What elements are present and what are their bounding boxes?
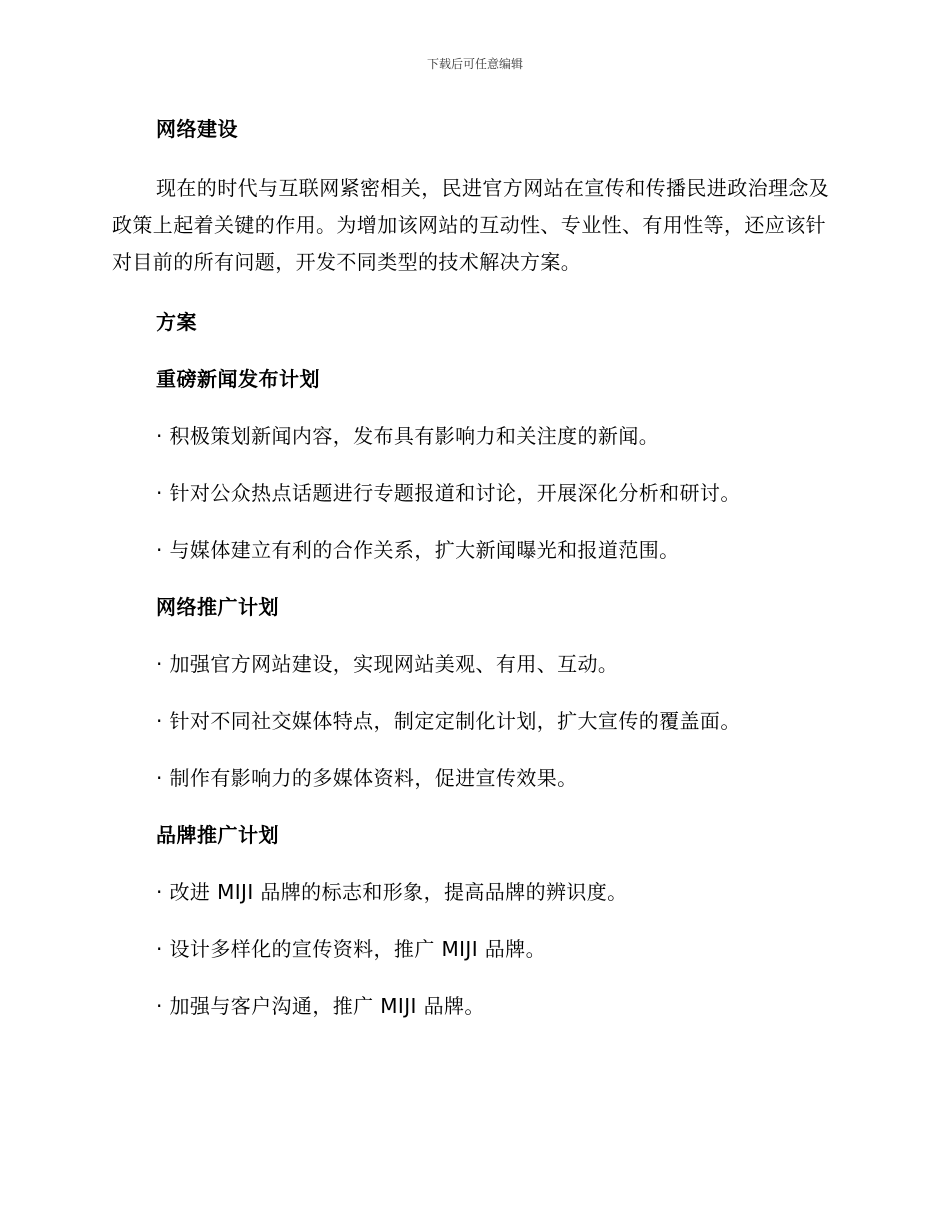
section-heading-news: 重磅新闻发布计划 [156,367,320,391]
list-item: · 改进 MIJI 品牌的标志和形象，提高品牌的辨识度。 [156,880,628,904]
document-content [112,113,836,1022]
list-item: · 与媒体建立有利的合作关系，扩大新闻曝光和报道范围。 [156,538,680,562]
section-heading-network: 网络建设 [156,117,238,141]
list-item: · 针对不同社交媒体特点，制定定制化计划，扩大宣传的覆盖面。 [156,709,741,733]
list-item: · 加强官方网站建设，实现网站美观、有用、互动。 [156,652,619,676]
section-heading-brand: 品牌推广计划 [156,823,279,847]
section-heading-promotion: 网络推广计划 [156,595,279,619]
list-item: · 针对公众热点话题进行专题报道和讨论，开展深化分析和研讨。 [156,481,741,505]
list-item: · 制作有影响力的多媒体资料，促进宣传效果。 [156,766,578,790]
section-heading-plan: 方案 [156,310,197,334]
list-item: · 设计多样化的宣传资料，推广 MIJI 品牌。 [156,937,546,961]
list-item: · 加强与客户沟通，推广 MIJI 品牌。 [156,994,485,1018]
header-note: 下载后可任意编辑 [426,57,523,71]
intro-paragraph: 现在的时代与互联网紧密相关，民进官方网站在宣传和传播民进政治理念及政策上起着关键的作用。为增加该网站的互动性、专业性、有用性等，还应该针对目前的所有问题，开发不同类型的技术解决方案。 [112,176,830,274]
list-item: · 积极策划新闻内容，发布具有影响力和关注度的新闻。 [156,424,660,448]
